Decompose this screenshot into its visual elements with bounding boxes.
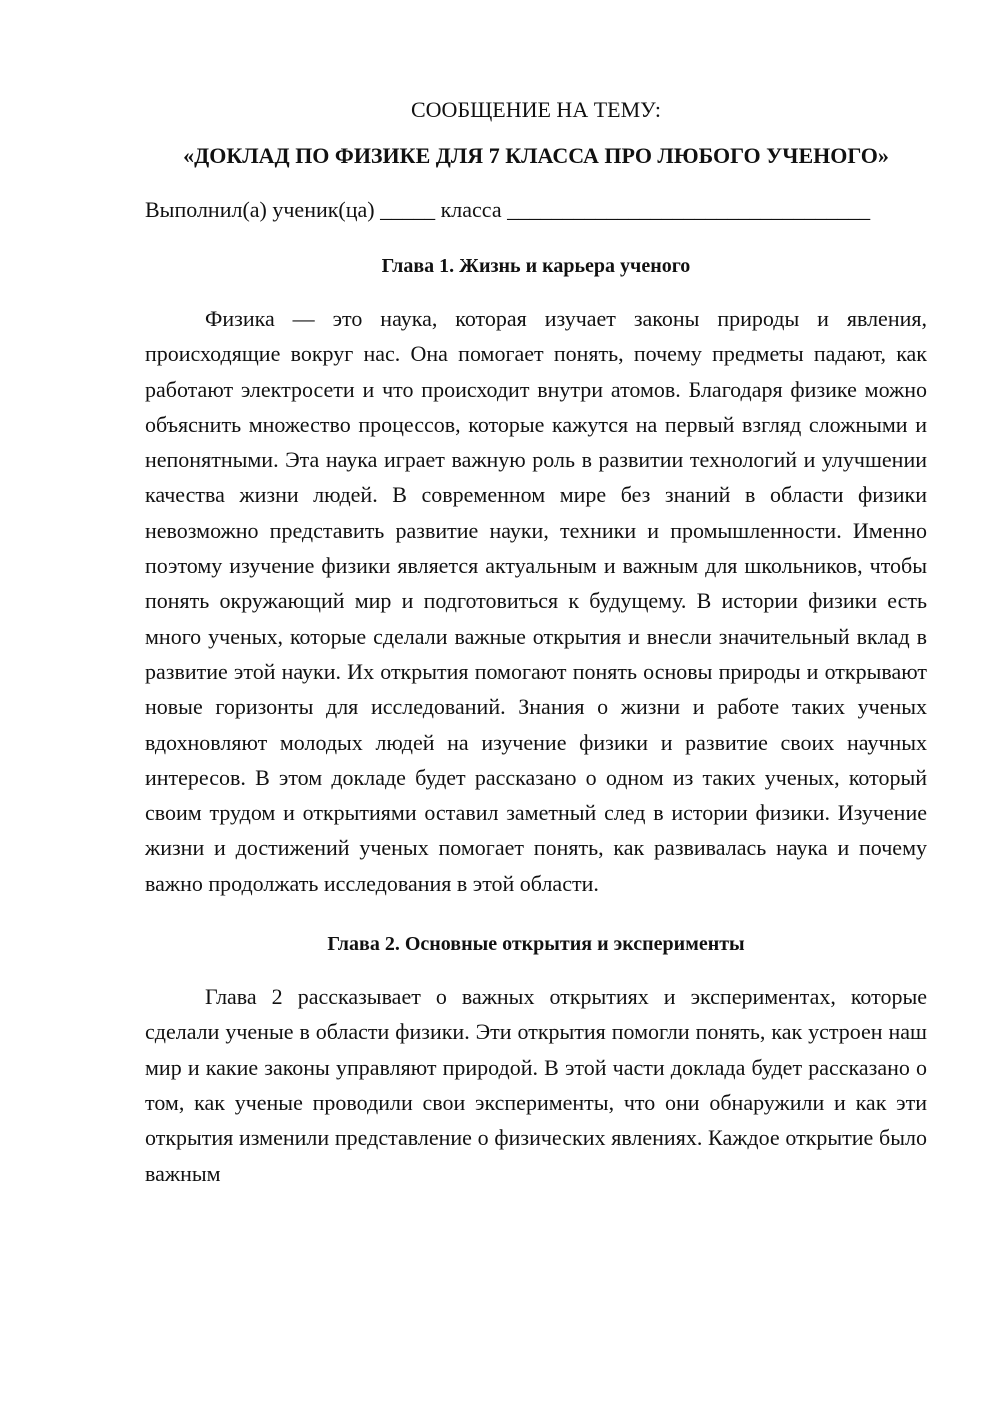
chapter-2-heading: Глава 2. Основные открытия и эксперименты bbox=[327, 933, 745, 956]
chapter-2-paragraph: Глава 2 рассказывает о важных открытиях и экспериментах, которые сделали ученые в области физики. Эти открытия помогли понять, как устроен наш мир и какие законы управляют природой. В этой части доклада будет рассказано о том, как ученые проводили свои эксперименты, что они обнаружили и как эти открытия изменили представление о физических явлениях. Каждое открытие было важным bbox=[145, 984, 927, 1186]
chapter-1-paragraph: Физика — это наука, которая изучает законы природы и явления, происходящие вокруг нас. Она помогает понять, почему предметы падают, как работают электросети и что происходит внутри атомов. Благодаря физике можно объяснить множество процессов, которые кажутся на первый взгляд сложными и непонятными. Эта наука играет важную роль в развитии технологий и улучшении качества жизни людей. В современном мире без знаний в области физики невозможно представить развитие науки, техники и промышленности. Именно поэтому изучение физики является актуальным и важным для школьников, чтобы понять окружающий мир и подготовиться к будущему. В истории физики есть много ученых, которые сделали важные открытия и внесли значительный вклад в развитие этой науки. Их открытия помогают понять основы природы и открывают новые горизонты для исследований. Знания о жизни и работе таких ученых вдохновляют молодых людей на изучение физики и развитие своих научных интересов. В этом докладе будет рассказано о одном из таких ученых, который своим трудом и открытиями оставил заметный след в истории физики. Изучение жизни и достижений ученых помогает понять, как развивалась наука и почему важно продолжать исследования в этой области. bbox=[145, 306, 927, 896]
document-title: «ДОКЛАД ПО ФИЗИКЕ ДЛЯ 7 КЛАССА ПРО ЛЮБОГО УЧЕНОГО» bbox=[183, 143, 889, 168]
document-subject: СООБЩЕНИЕ НА ТЕМУ: bbox=[411, 97, 661, 122]
chapter-1-heading: Глава 1. Жизнь и карьера ученого bbox=[381, 255, 691, 277]
signature-line: Выполнил(а) ученик(ца) _____ класса _________________________________ bbox=[145, 197, 871, 222]
